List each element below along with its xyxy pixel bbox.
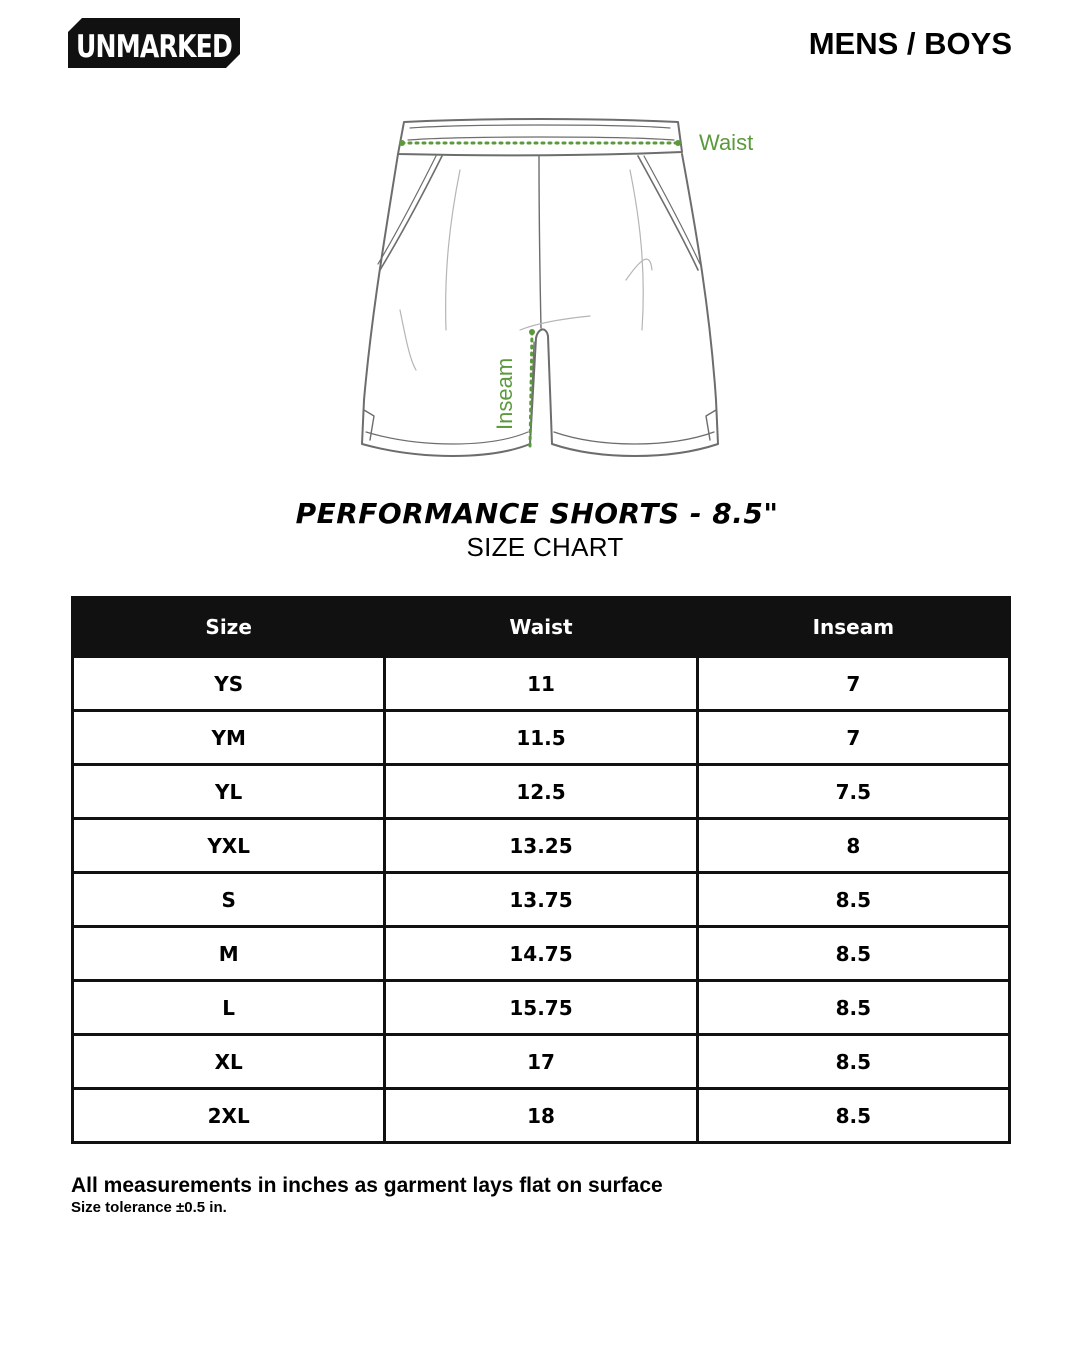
cell-waist: 13.25	[385, 819, 697, 873]
table-row	[73, 765, 1010, 819]
brand-logo-text: UNMARKED	[76, 29, 233, 65]
header-inseam: Inseam	[697, 598, 1009, 657]
cell-inseam: 8.5	[697, 1089, 1009, 1143]
category-label: MENS / BOYS	[808, 26, 1012, 61]
table-row	[73, 711, 1010, 765]
cell-inseam: 7	[697, 711, 1009, 765]
table-row	[73, 981, 1010, 1035]
cell-waist: 13.75	[385, 873, 697, 927]
cell-waist: 11	[385, 657, 697, 711]
cell-inseam: 8	[697, 819, 1009, 873]
brand-logo	[68, 18, 240, 70]
table-row	[73, 1089, 1010, 1143]
size-chart-table	[71, 596, 1011, 1144]
table-row	[73, 1035, 1010, 1089]
cell-waist: 18	[385, 1089, 697, 1143]
cell-inseam: 7.5	[697, 765, 1009, 819]
chart-heading	[0, 496, 1080, 562]
product-title: PERFORMANCE SHORTS - 8.5"	[295, 497, 779, 530]
measurement-note: All measurements in inches as garment lays flat on surface	[71, 1174, 663, 1197]
header-waist: Waist	[385, 598, 697, 657]
cell-size: YS	[73, 657, 385, 711]
cell-size: YM	[73, 711, 385, 765]
table-row	[73, 927, 1010, 981]
size-chart-subtitle: SIZE CHART	[466, 532, 624, 562]
cell-size: YXL	[73, 819, 385, 873]
measurement-notes	[71, 1173, 663, 1217]
cell-inseam: 8.5	[697, 927, 1009, 981]
cell-waist: 11.5	[385, 711, 697, 765]
table-header-row	[73, 598, 1010, 657]
shorts-illustration	[340, 110, 780, 475]
cell-size: YL	[73, 765, 385, 819]
cell-inseam: 8.5	[697, 873, 1009, 927]
cell-size: L	[73, 981, 385, 1035]
table-row	[73, 873, 1010, 927]
inseam-label: Inseam	[492, 357, 517, 430]
cell-inseam: 8.5	[697, 981, 1009, 1035]
tolerance-note: Size tolerance ±0.5 in.	[71, 1199, 227, 1216]
cell-size: S	[73, 873, 385, 927]
cell-waist: 17	[385, 1035, 697, 1089]
table-row	[73, 819, 1010, 873]
cell-waist: 14.75	[385, 927, 697, 981]
table-row	[73, 657, 1010, 711]
cell-inseam: 7	[697, 657, 1009, 711]
cell-inseam: 8.5	[697, 1035, 1009, 1089]
cell-waist: 12.5	[385, 765, 697, 819]
cell-size: M	[73, 927, 385, 981]
waist-label: Waist	[699, 130, 754, 155]
cell-size: 2XL	[73, 1089, 385, 1143]
cell-waist: 15.75	[385, 981, 697, 1035]
header-size: Size	[73, 598, 385, 657]
cell-size: XL	[73, 1035, 385, 1089]
